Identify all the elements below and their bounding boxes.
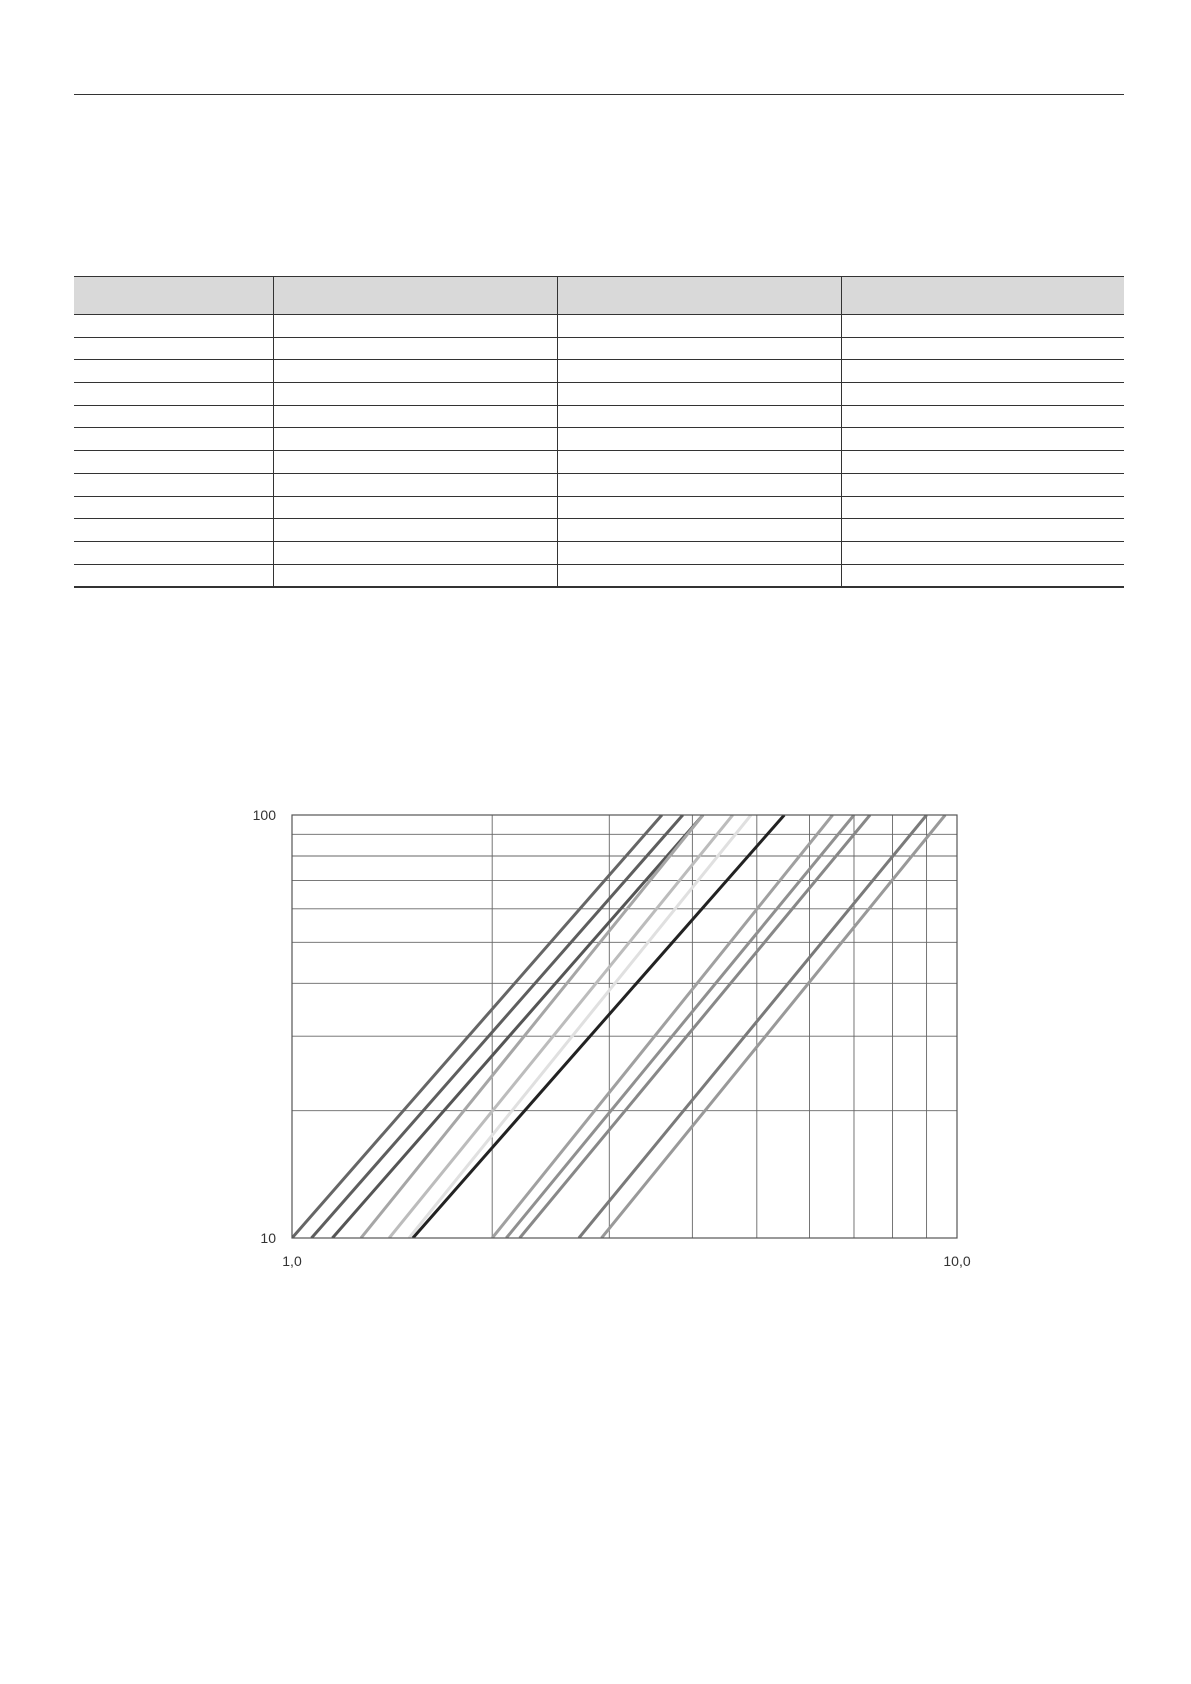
chart-series [292, 815, 945, 1238]
series-line-8 [492, 815, 832, 1238]
series-line-1 [292, 815, 662, 1238]
series-line-10 [520, 815, 870, 1238]
plot-frame [292, 815, 957, 1238]
x-tick-label-min: 1,0 [282, 1253, 302, 1269]
series-line-11 [579, 815, 927, 1238]
y-tick-label-max: 100 [252, 807, 276, 823]
series-line-2 [312, 815, 683, 1238]
x-tick-label-max: 10,0 [943, 1253, 971, 1269]
chart-grid [292, 815, 957, 1238]
y-tick-label-min: 10 [260, 1230, 276, 1246]
series-line-7 [413, 815, 784, 1238]
series-line-3 [332, 815, 703, 1238]
series-line-6 [409, 815, 751, 1238]
